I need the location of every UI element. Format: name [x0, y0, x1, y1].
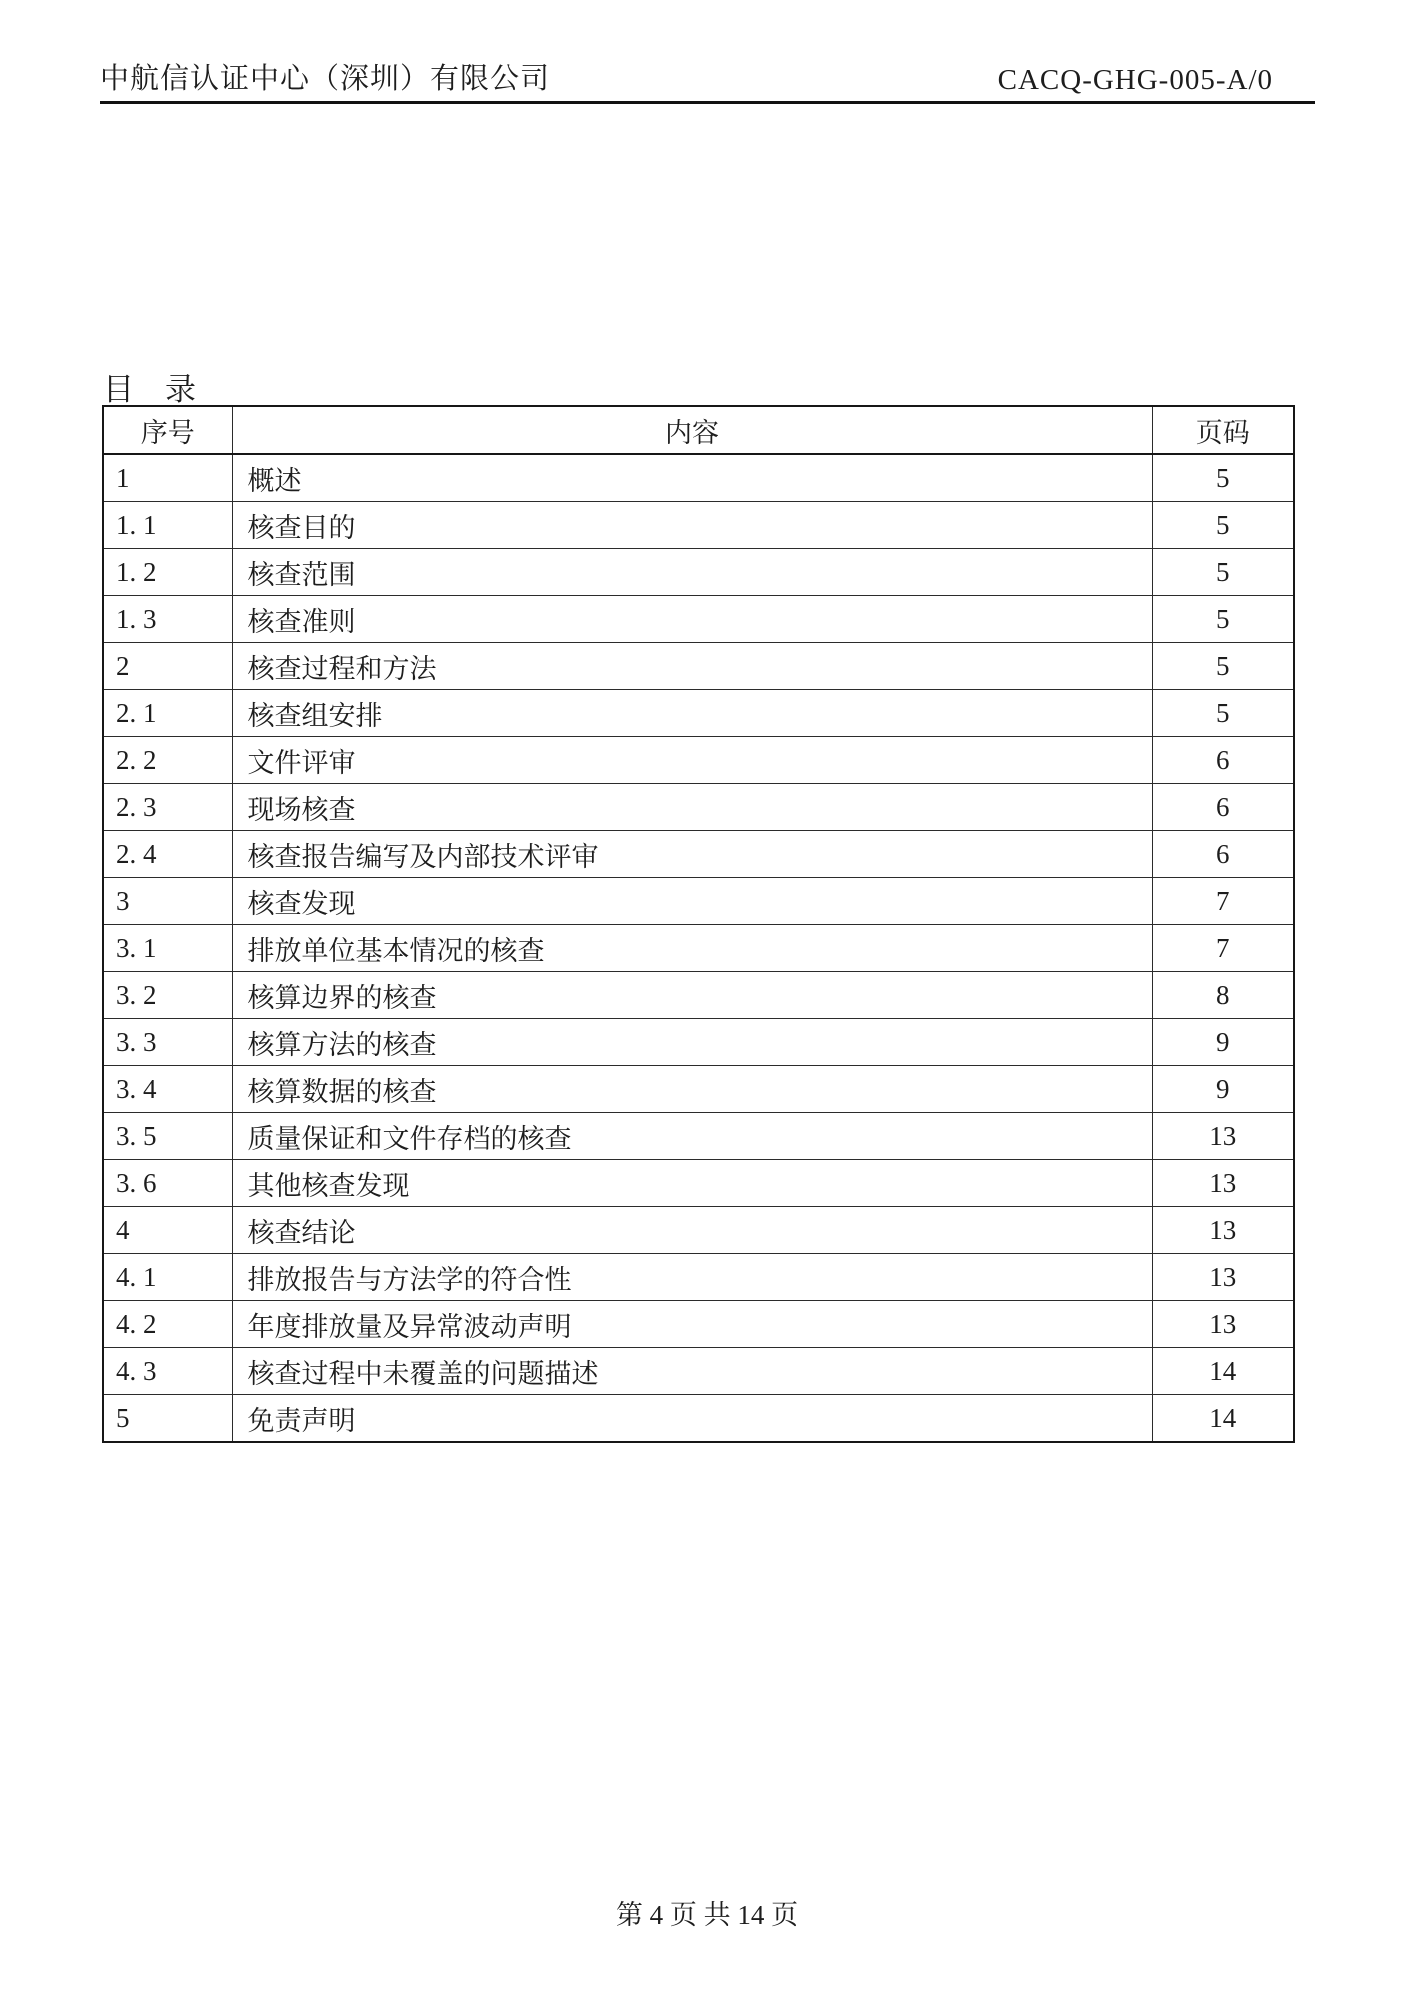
row-index-cell: 3. 5: [103, 1113, 232, 1160]
row-content-cell: 核查组安排: [232, 690, 1152, 737]
row-index-cell: 2. 2: [103, 737, 232, 784]
company-name: 中航信认证中心（深圳）有限公司: [100, 63, 551, 95]
table-row: [103, 831, 1294, 878]
table-row: [103, 549, 1294, 596]
row-content-cell: 排放报告与方法学的符合性: [232, 1254, 1152, 1301]
row-page-cell: 6: [1152, 784, 1294, 831]
row-page-cell: 9: [1152, 1019, 1294, 1066]
table-row: [103, 972, 1294, 1019]
table-row: [103, 1066, 1294, 1113]
row-index-cell: 4. 2: [103, 1301, 232, 1348]
table-row: [103, 690, 1294, 737]
row-content-cell: 核算方法的核查: [232, 1019, 1152, 1066]
row-content-cell: 核查目的: [232, 502, 1152, 549]
row-content-cell: 文件评审: [232, 737, 1152, 784]
row-index-cell: 1. 1: [103, 502, 232, 549]
row-index-cell: 2. 1: [103, 690, 232, 737]
header-rule: [100, 101, 1315, 104]
table-row: [103, 1113, 1294, 1160]
table-row: [103, 1254, 1294, 1301]
row-page-cell: 14: [1152, 1348, 1294, 1395]
toc-title: 目 录: [103, 372, 196, 407]
row-page-cell: 7: [1152, 878, 1294, 925]
row-index-cell: 2. 4: [103, 831, 232, 878]
row-content-cell: 核查准则: [232, 596, 1152, 643]
row-page-cell: 8: [1152, 972, 1294, 1019]
row-content-cell: 现场核查: [232, 784, 1152, 831]
row-index-cell: 4. 3: [103, 1348, 232, 1395]
row-index-cell: 3. 6: [103, 1160, 232, 1207]
row-index-cell: 4. 1: [103, 1254, 232, 1301]
document-code: CACQ-GHG-005-A/0: [997, 64, 1273, 96]
table-row: [103, 596, 1294, 643]
table-row: [103, 1019, 1294, 1066]
row-index-cell: 3. 2: [103, 972, 232, 1019]
row-content-cell: 排放单位基本情况的核查: [232, 925, 1152, 972]
table-row: [103, 1301, 1294, 1348]
row-content-cell: 核算边界的核查: [232, 972, 1152, 1019]
table-row: [103, 643, 1294, 690]
toc-table-body: [103, 454, 1294, 1442]
row-index-cell: 3. 3: [103, 1019, 232, 1066]
toc-header-row: [103, 406, 1294, 454]
table-row: [103, 1348, 1294, 1395]
row-content-cell: 核算数据的核查: [232, 1066, 1152, 1113]
table-row: [103, 1207, 1294, 1254]
toc-table: [102, 405, 1295, 1443]
row-index-cell: 1. 2: [103, 549, 232, 596]
row-content-cell: 免责声明: [232, 1395, 1152, 1443]
toc-col-header-content: 内容: [232, 406, 1152, 454]
row-page-cell: 9: [1152, 1066, 1294, 1113]
row-index-cell: 4: [103, 1207, 232, 1254]
table-row: [103, 1395, 1294, 1443]
row-content-cell: 核查过程中未覆盖的问题描述: [232, 1348, 1152, 1395]
row-index-cell: 2: [103, 643, 232, 690]
row-content-cell: 核查范围: [232, 549, 1152, 596]
row-content-cell: 核查发现: [232, 878, 1152, 925]
row-content-cell: 其他核查发现: [232, 1160, 1152, 1207]
toc-col-header-index: 序号: [103, 406, 232, 454]
row-content-cell: 核查结论: [232, 1207, 1152, 1254]
table-row: [103, 878, 1294, 925]
table-row: [103, 454, 1294, 502]
table-row: [103, 737, 1294, 784]
row-page-cell: 13: [1152, 1301, 1294, 1348]
row-page-cell: 5: [1152, 549, 1294, 596]
row-index-cell: 3. 1: [103, 925, 232, 972]
row-page-cell: 6: [1152, 737, 1294, 784]
row-index-cell: 3. 4: [103, 1066, 232, 1113]
row-page-cell: 13: [1152, 1207, 1294, 1254]
table-row: [103, 784, 1294, 831]
row-index-cell: 3: [103, 878, 232, 925]
row-content-cell: 核查过程和方法: [232, 643, 1152, 690]
row-page-cell: 5: [1152, 690, 1294, 737]
row-content-cell: 年度排放量及异常波动声明: [232, 1301, 1152, 1348]
table-row: [103, 925, 1294, 972]
row-page-cell: 5: [1152, 502, 1294, 549]
table-row: [103, 502, 1294, 549]
row-page-cell: 5: [1152, 643, 1294, 690]
row-content-cell: 质量保证和文件存档的核查: [232, 1113, 1152, 1160]
row-page-cell: 14: [1152, 1395, 1294, 1443]
row-page-cell: 13: [1152, 1113, 1294, 1160]
table-row: [103, 1160, 1294, 1207]
row-index-cell: 1. 3: [103, 596, 232, 643]
row-index-cell: 1: [103, 454, 232, 502]
row-index-cell: 2. 3: [103, 784, 232, 831]
page-number-indicator: 第 4 页 共 14 页: [615, 1900, 799, 1930]
toc-col-header-page: 页码: [1152, 406, 1294, 454]
row-page-cell: 13: [1152, 1160, 1294, 1207]
row-page-cell: 5: [1152, 596, 1294, 643]
row-content-cell: 核查报告编写及内部技术评审: [232, 831, 1152, 878]
toc-table-header: [103, 406, 1294, 454]
row-page-cell: 13: [1152, 1254, 1294, 1301]
row-page-cell: 6: [1152, 831, 1294, 878]
row-index-cell: 5: [103, 1395, 232, 1443]
row-content-cell: 概述: [232, 454, 1152, 502]
row-page-cell: 5: [1152, 454, 1294, 502]
row-page-cell: 7: [1152, 925, 1294, 972]
page-header: [100, 56, 1315, 97]
